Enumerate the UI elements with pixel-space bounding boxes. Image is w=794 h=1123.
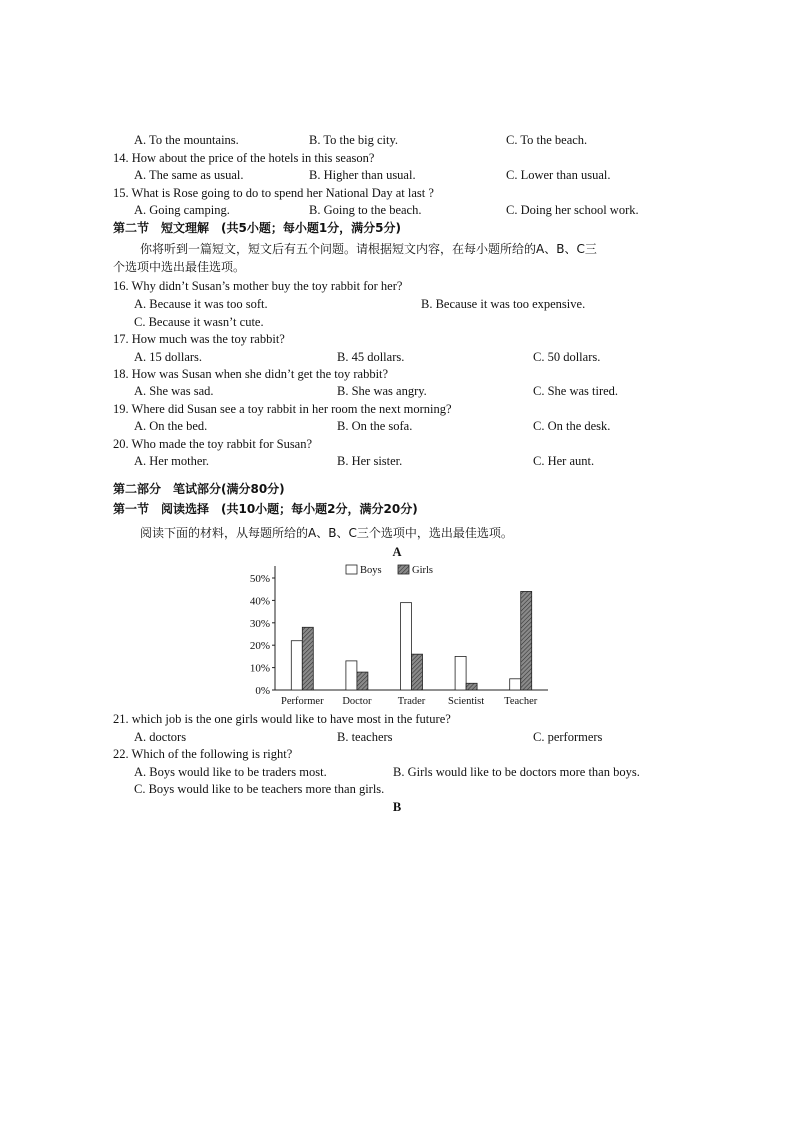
q18-question: 18. How was Susan when she didn’t get the toy rabbit? <box>113 367 389 381</box>
passage-a-label: A <box>392 545 402 559</box>
part2-instruction: 阅读下面的材料，从每题所给的A、B、C三个选项中，选出最佳选项。 <box>140 526 513 540</box>
x-tick-label: Doctor <box>342 696 372 707</box>
q13-option-a: A. To the mountains. <box>134 133 239 147</box>
part2-section1-heading: 第一节 阅读选择 (共10小题；每小题2分，满分20分) <box>113 502 418 516</box>
q17-question: 17. How much was the toy rabbit? <box>113 332 285 346</box>
section2-instruction-line2: 个选项中选出最佳选项。 <box>113 260 246 274</box>
job-preference-bar-chart <box>230 558 570 710</box>
x-tick-label: Teacher <box>504 696 538 707</box>
q18-option-a: A. She was sad. <box>134 384 214 398</box>
q21-option-b: B. teachers <box>337 730 393 744</box>
section2-heading: 第二节 短文理解 (共5小题；每小题1分，满分5分) <box>113 221 402 235</box>
q22-question: 22. Which of the following is right? <box>113 747 293 761</box>
q20-option-b: B. Her sister. <box>337 454 403 468</box>
bar-boys-trader <box>401 603 412 690</box>
bar-boys-performer <box>291 641 302 690</box>
q14-option-a: A. The same as usual. <box>134 168 244 182</box>
passage-b-label: B <box>392 800 402 814</box>
x-tick-label: Scientist <box>448 696 485 707</box>
q21-option-c: C. performers <box>533 730 603 744</box>
y-tick-label: 30% <box>249 617 270 630</box>
q15-option-c: C. Doing her school work. <box>506 203 639 217</box>
q22-option-a: A. Boys would like to be traders most. <box>134 765 327 779</box>
part2-heading: 第二部分 笔试部分(满分80分) <box>113 482 285 496</box>
q18-option-c: C. She was tired. <box>533 384 619 398</box>
q14-option-b: B. Higher than usual. <box>309 168 416 182</box>
q19-option-a: A. On the bed. <box>134 419 208 433</box>
y-tick-label: 50% <box>249 573 270 585</box>
bar-girls-performer <box>302 627 313 690</box>
q20-option-c: C. Her aunt. <box>533 454 595 468</box>
q22-option-b: B. Girls would like to be doctors more than boys. <box>393 765 640 779</box>
q19-option-c: C. On the desk. <box>533 419 611 433</box>
q16-option-c: C. Because it wasn’t cute. <box>134 315 264 329</box>
q21-question: 21. which job is the one girls would like to have most in the future? <box>113 712 451 726</box>
q18-option-b: B. She was angry. <box>337 384 427 398</box>
y-tick-label: 40% <box>249 595 270 608</box>
q15-option-a: A. Going camping. <box>134 203 230 217</box>
q13-option-c: C. To the beach. <box>506 133 588 147</box>
q14-option-c: C. Lower than usual. <box>506 168 611 182</box>
q22-option-c: C. Boys would like to be teachers more than girls. <box>134 782 385 796</box>
section2-instruction-line1: 你将听到一篇短文，短文后有五个问题。请根据短文内容，在每小题所给的A、B、C三 <box>140 242 597 256</box>
q17-option-c: C. 50 dollars. <box>533 350 601 364</box>
q17-option-b: B. 45 dollars. <box>337 350 405 364</box>
bar-girls-teacher <box>521 591 532 690</box>
q16-option-a: A. Because it was too soft. <box>134 297 268 311</box>
q16-question: 16. Why didn’t Susan’s mother buy the toy rabbit for her? <box>113 279 403 293</box>
legend-swatch-boys <box>346 565 357 574</box>
y-tick-label: 20% <box>249 640 270 653</box>
q21-option-a: A. doctors <box>134 730 187 744</box>
q16-option-b: B. Because it was too expensive. <box>421 297 586 311</box>
legend-label-boys: Boys <box>360 565 382 576</box>
x-tick-label: Trader <box>397 696 426 707</box>
bar-boys-scientist <box>455 656 466 690</box>
q15-question: 15. What is Rose going to do to spend her National Day at last ? <box>113 186 434 200</box>
q13-option-b: B. To the big city. <box>309 133 399 147</box>
bar-girls-scientist <box>466 683 477 690</box>
q20-option-a: A. Her mother. <box>134 454 209 468</box>
bar-girls-doctor <box>357 672 368 690</box>
bar-boys-teacher <box>510 679 521 690</box>
q19-option-b: B. On the sofa. <box>337 419 413 433</box>
bar-boys-doctor <box>346 661 357 690</box>
legend-swatch-girls <box>398 565 409 574</box>
q15-option-b: B. Going to the beach. <box>309 203 422 217</box>
bar-girls-trader <box>412 654 423 690</box>
y-tick-label: 10% <box>249 662 270 675</box>
y-tick-label: 0% <box>255 685 270 697</box>
q17-option-a: A. 15 dollars. <box>134 350 203 364</box>
x-tick-label: Performer <box>281 696 324 707</box>
q19-question: 19. Where did Susan see a toy rabbit in her room the next morning? <box>113 402 452 416</box>
q14-question: 14. How about the price of the hotels in this season? <box>113 151 375 165</box>
legend-label-girls: Girls <box>412 565 433 576</box>
q20-question: 20. Who made the toy rabbit for Susan? <box>113 437 313 451</box>
